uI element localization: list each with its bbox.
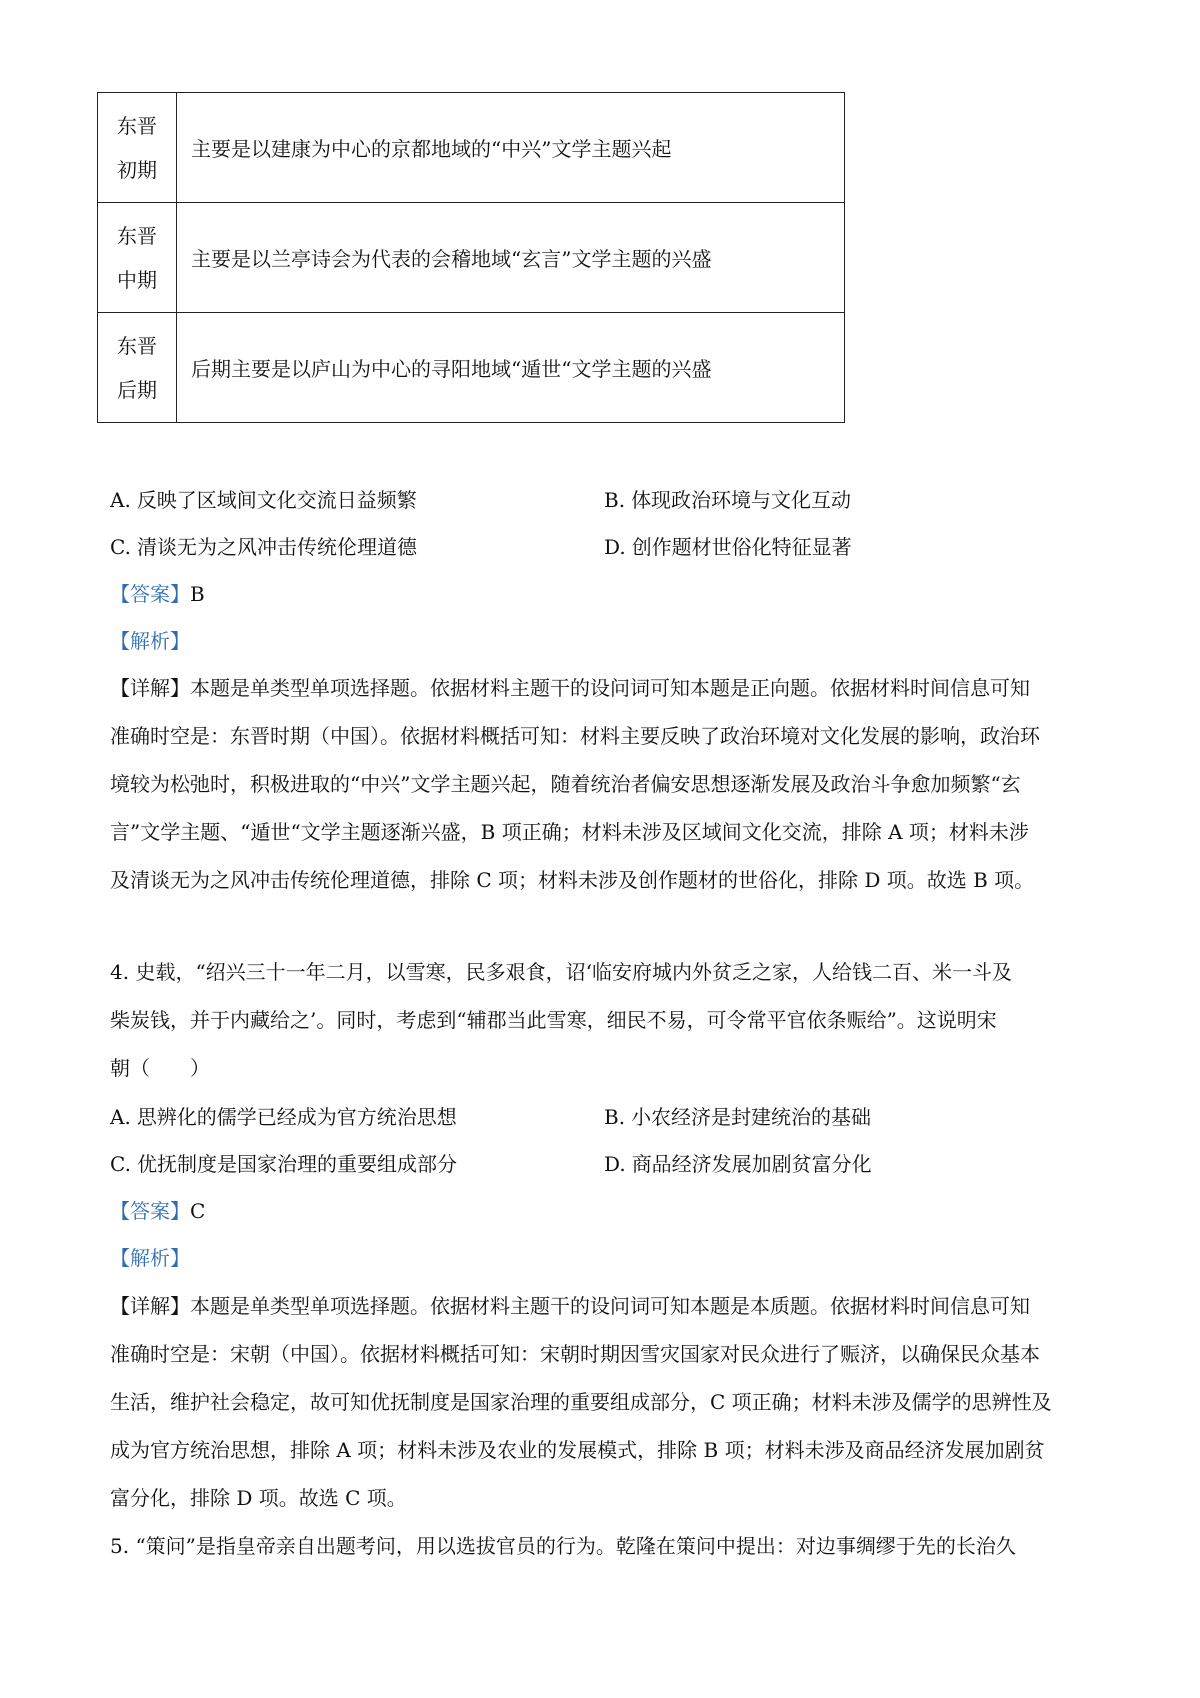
- option-letter: C.: [110, 535, 131, 559]
- option-text: 小农经济是封建统治的基础: [631, 1105, 872, 1129]
- era-label: 东晋: [117, 333, 157, 358]
- q4-stem-line: 朝（ ）: [110, 1056, 210, 1080]
- option-text: 思辨化的儒学已经成为官方统治思想: [136, 1105, 457, 1129]
- era-cell: [98, 313, 177, 423]
- option-letter: A.: [110, 488, 131, 512]
- analysis-tag: 【解析】: [110, 1246, 190, 1270]
- q3-detail-line: [110, 674, 1030, 702]
- table-row: [98, 203, 845, 313]
- q3-detail-line: 言”文学主题、“遁世“文学主题逐渐兴盛，B 项正确；材料未涉及区域间文化交流，排除 A 项；材料未涉: [110, 820, 1029, 844]
- era-label: 中期: [117, 267, 157, 292]
- q4-detail-line: 生活，维护社会稳定，故可知优抚制度是国家治理的重要组成部分，C 项正确；材料未涉及儒学的思辨性及: [110, 1390, 1052, 1414]
- option-text: 清谈无为之风冲击传统伦理道德: [136, 535, 417, 559]
- q4-stem-line: 4. 史载，“绍兴三十一年二月，以雪寒，民多艰食，诏‘临安府城内外贫乏之家，人给钱二百、米一斗及: [110, 960, 1013, 984]
- era-label: 东晋: [117, 113, 157, 138]
- table-row: [98, 313, 845, 423]
- q5-stem-line: 5. “策问”是指皇帝亲自出题考问，用以选拔官员的行为。乾隆在策问中提出：对边事绸缪于先的长治久: [110, 1534, 1016, 1558]
- q3-option-a: [110, 486, 417, 514]
- era-label: 东晋: [117, 223, 157, 248]
- q3-analysis: [110, 627, 190, 655]
- q3-option-b: [604, 486, 851, 514]
- q4-detail-line: [110, 1292, 1030, 1320]
- answer-value: B: [190, 582, 205, 606]
- q4-detail-line: 成为官方统治思想，排除 A 项；材料未涉及农业的发展模式，排除 B 项；材料未涉及商品经济发展加剧贫: [110, 1438, 1045, 1462]
- answer-tag: 【答案】: [110, 582, 190, 606]
- table-row: [98, 93, 845, 203]
- detail-text: 本题是单类型单项选择题。依据材料主题干的设问词可知本题是正向题。依据材料时间信息可知: [190, 676, 1030, 700]
- option-text: 体现政治环境与文化互动: [631, 488, 852, 512]
- era-table: [97, 92, 845, 423]
- answer-tag: 【答案】: [110, 1199, 190, 1223]
- option-text: 反映了区域间文化交流日益频繁: [136, 488, 417, 512]
- option-letter: C.: [110, 1152, 131, 1176]
- desc-cell: 主要是以建康为中心的京都地域的“中兴”文学主题兴起: [177, 93, 845, 203]
- q3-option-d: [604, 533, 852, 561]
- option-letter: D.: [604, 535, 626, 559]
- q3-option-c: [110, 533, 417, 561]
- option-text: 优抚制度是国家治理的重要组成部分: [136, 1152, 457, 1176]
- q3-answer: [110, 580, 205, 608]
- q4-answer: [110, 1197, 205, 1225]
- answer-value: C: [190, 1199, 206, 1223]
- option-letter: A.: [110, 1105, 131, 1129]
- q3-detail-line: 准确时空是：东晋时期（中国）。依据材料概括可知：材料主要反映了政治环境对文化发展的影响，政治环: [110, 724, 1040, 748]
- q4-option-d: [604, 1150, 872, 1178]
- q4-analysis: [110, 1244, 190, 1272]
- q4-stem-line: 柴炭钱，并于内藏给之’。同时，考虑到“辅郡当此雪寒，细民不易，可令常平官依条赈给”。这说明宋: [110, 1008, 997, 1032]
- option-letter: D.: [604, 1152, 626, 1176]
- desc-cell: 后期主要是以庐山为中心的寻阳地域“遁世“文学主题的兴盛: [177, 313, 845, 423]
- q3-detail-line: 及清谈无为之风冲击传统伦理道德，排除 C 项；材料未涉及创作题材的世俗化，排除 D 项。故选 B 项。: [110, 868, 1035, 892]
- q4-detail-line: 准确时空是：宋朝（中国）。依据材料概括可知：宋朝时期因雪灾国家对民众进行了赈济，以确保民众基本: [110, 1342, 1040, 1366]
- era-cell: [98, 93, 177, 203]
- detail-text: 本题是单类型单项选择题。依据材料主题干的设问词可知本题是本质题。依据材料时间信息可知: [190, 1294, 1030, 1318]
- q4-option-a: [110, 1103, 457, 1131]
- q4-option-b: [604, 1103, 871, 1131]
- option-letter: B.: [604, 1105, 626, 1129]
- analysis-tag: 【解析】: [110, 629, 190, 653]
- detail-tag: 【详解】: [110, 1294, 190, 1318]
- q4-detail-line: 富分化，排除 D 项。故选 C 项。: [110, 1486, 407, 1510]
- detail-tag: 【详解】: [110, 676, 190, 700]
- option-text: 商品经济发展加剧贫富分化: [631, 1152, 872, 1176]
- era-cell: [98, 203, 177, 313]
- option-letter: B.: [604, 488, 626, 512]
- option-text: 创作题材世俗化特征显著: [631, 535, 852, 559]
- desc-cell: 主要是以兰亭诗会为代表的会稽地域“玄言”文学主题的兴盛: [177, 203, 845, 313]
- era-label: 后期: [117, 377, 157, 402]
- q3-detail-line: 境较为松弛时，积极进取的“中兴”文学主题兴起，随着统治者偏安思想逐渐发展及政治斗争愈加频繁“玄: [110, 772, 1021, 796]
- q4-option-c: [110, 1150, 457, 1178]
- era-label: 初期: [117, 157, 157, 182]
